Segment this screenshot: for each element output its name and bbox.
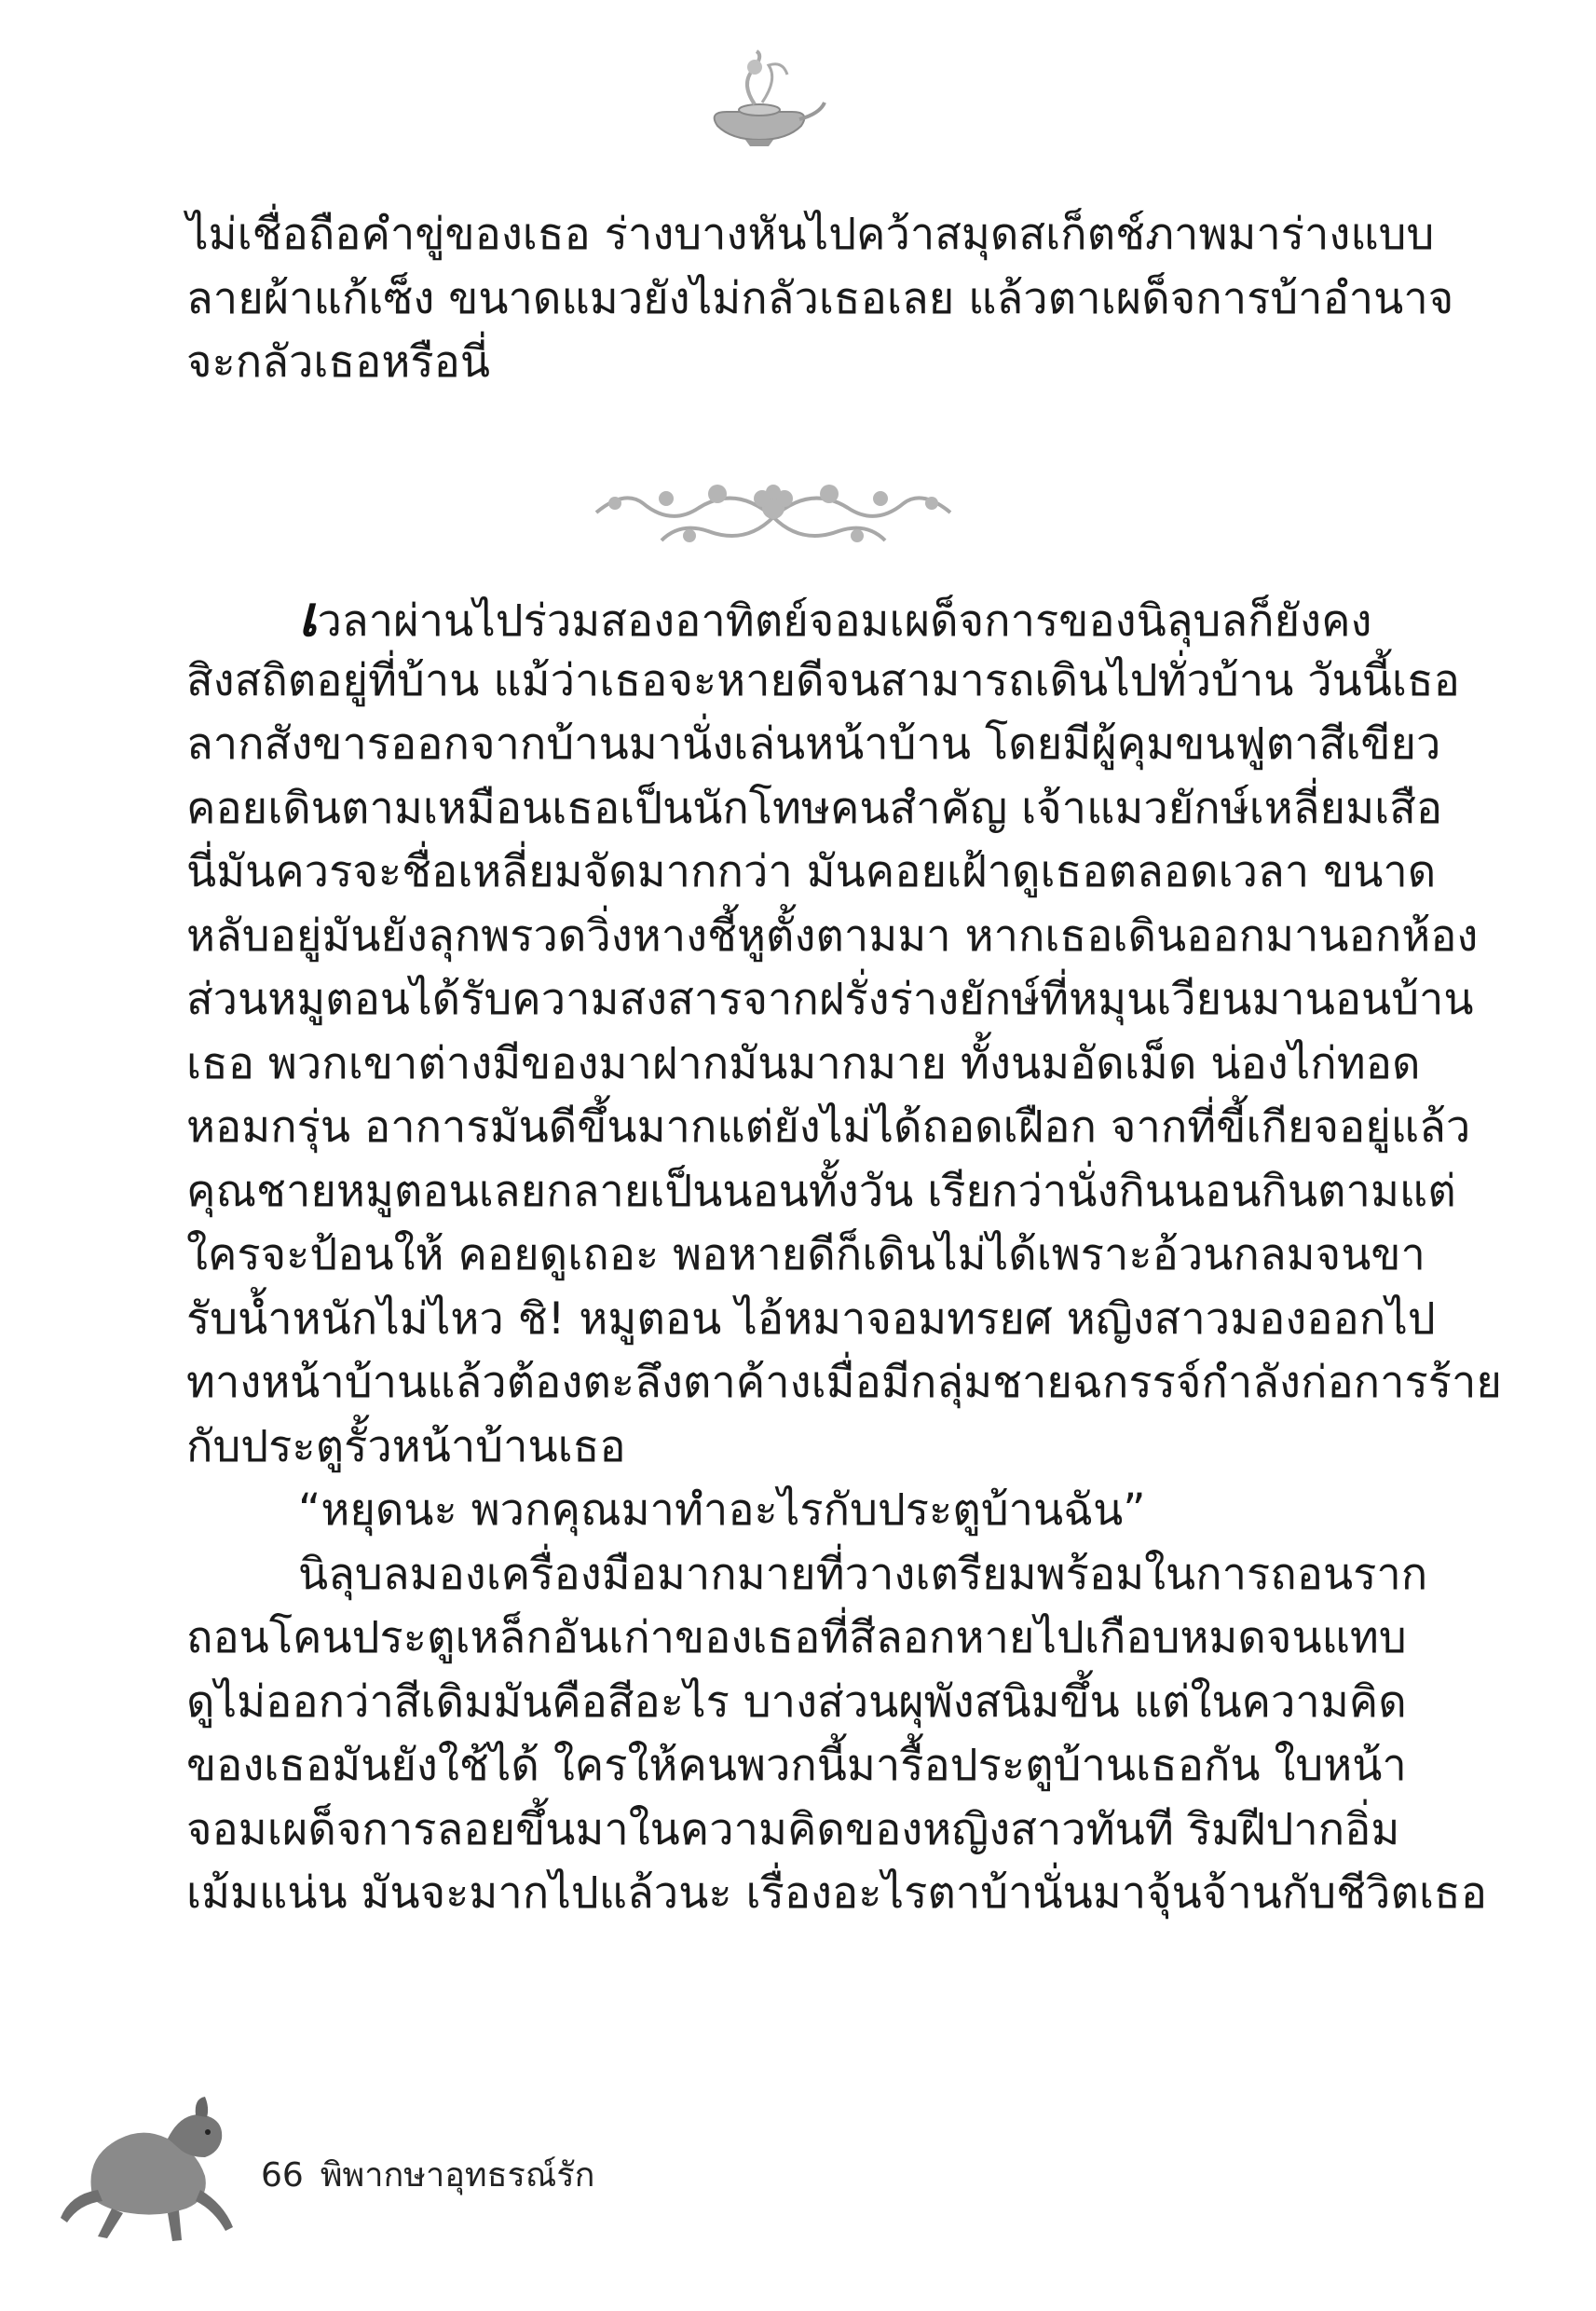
text-line: ของเธอมันยังใช้ได้ ใครให้คนพวกนี้มารื้อประตูบ้านเธอกัน ใบหน้า <box>186 1740 1407 1791</box>
text-line: ถอนโคนประตูเหล็กอันเก่าของเธอที่สีลอกหายไปเกือบหมดจนแทบ <box>186 1612 1407 1663</box>
page-number: 66 <box>261 2156 304 2195</box>
book-title: พิพากษาอุทธรณ์รัก <box>320 2156 595 2195</box>
text-line: ใครจะป้อนให้ คอยดูเถอะ พอหายดีก็เดินไม่ได้เพราะอ้วนกลมจนขา <box>186 1229 1425 1280</box>
text-line: เธอ พวกเขาต่างมีของมาฝากมันมากมาย ทั้งนมอัดเม็ด น่องไก่ทอด <box>186 1037 1421 1089</box>
text-line: คอยเดินตามเหมือนเธอเป็นนักโทษคนสำคัญ เจ้าแมวยักษ์เหลี่ยมเสือ <box>186 782 1443 834</box>
text-line: นิลุบลมองเครื่องมือมากมายที่วางเตรียมพร้อมในการถอนราก <box>298 1548 1428 1600</box>
text-line: คุณชายหมูตอนเลยกลายเป็นนอนทั้งวัน เรียกว่านั่งกินนอนกินตามแต่ <box>186 1165 1456 1217</box>
page-footer <box>261 2148 611 2201</box>
text-line: ทางหน้าบ้านแล้วต้องตะลึงตาค้างเมื่อมีกลุ่มชายฉกรรจ์กำลังก่อการร้าย <box>186 1357 1502 1408</box>
text-line: กับประตูรั้วหน้าบ้านเธอ <box>186 1420 626 1472</box>
text-line: ดูไม่ออกว่าสีเดิมมันคือสีอะไร บางส่วนผุพังสนิมขึ้น แต่ในความคิด <box>186 1675 1407 1728</box>
text-line: หลับอยู่มันยังลุกพรวดวิ่งหางชี้หูตั้งตามมา หากเธอเดินออกมานอกห้อง <box>186 909 1479 962</box>
text-line: ลากสังขารออกจากบ้านมานั่งเล่นหน้าบ้าน โดยมีผู้คุมขนฟูตาสีเขียว <box>186 718 1441 770</box>
dialogue-line: “หยุดนะ พวกคุณมาทำอะไรกับประตูบ้านฉัน” <box>298 1484 1146 1536</box>
genie-lamp-icon <box>689 47 829 149</box>
dog-illustration-icon <box>56 2087 242 2246</box>
text-line: ลายผ้าแก้เซ็ง ขนาดแมวยังไม่กลัวเธอเลย แล้วตาเผด็จการบ้าอำนาจ <box>186 272 1454 324</box>
text-line: สิงสถิตอยู่ที่บ้าน แม้ว่าเธอจะหายดีจนสามารถเดินไปทั่วบ้าน วันนี้เธอ <box>186 654 1460 706</box>
dropcap: เ <box>298 584 318 650</box>
text-line: จอมเผด็จการลอยขึ้นมาในความคิดของหญิงสาวทันที ริมฝีปากอิ่ม <box>186 1803 1400 1855</box>
text-line: วลาผ่านไปร่วมสองอาทิตย์จอมเผด็จการของนิลุบลก็ยังคง <box>317 595 1372 647</box>
paragraph-1 <box>186 203 1454 395</box>
text-line: นี่มันควรจะชื่อเหลี่ยมจัดมากกว่า มันคอยเฝ้าดูเธอตลอดเวลา ขนาด <box>186 846 1437 897</box>
text-line: หอมกรุ่น อาการมันดีขึ้นมากแต่ยังไม่ได้ถอดเฝือก จากที่ขี้เกียจอยู่แล้ว <box>186 1101 1471 1153</box>
text-line-first <box>186 584 1372 650</box>
floral-divider-icon <box>578 466 969 559</box>
text-line: เม้มแน่น มันจะมากไปแล้วนะ เรื่องอะไรตาบ้านั่นมาจุ้นจ้านกับชีวิตเธอ <box>186 1867 1487 1919</box>
paragraph-2 <box>186 584 1502 1926</box>
text-line: ไม่เชื่อถือคำขู่ของเธอ ร่างบางหันไปคว้าสมุดสเก็ตช์ภาพมาร่างแบบ <box>186 209 1435 260</box>
text-line: รับน้ำหนักไม่ไหว ชิ! หมูตอน ไอ้หมาจอมทรยศ หญิงสาวมองออกไป <box>186 1292 1436 1345</box>
text-line: ส่วนหมูตอนได้รับความสงสารจากฝรั่งร่างยักษ์ที่หมุนเวียนมานอนบ้าน <box>186 974 1474 1025</box>
text-line: จะกลัวเธอหรือนี่ <box>186 336 490 388</box>
